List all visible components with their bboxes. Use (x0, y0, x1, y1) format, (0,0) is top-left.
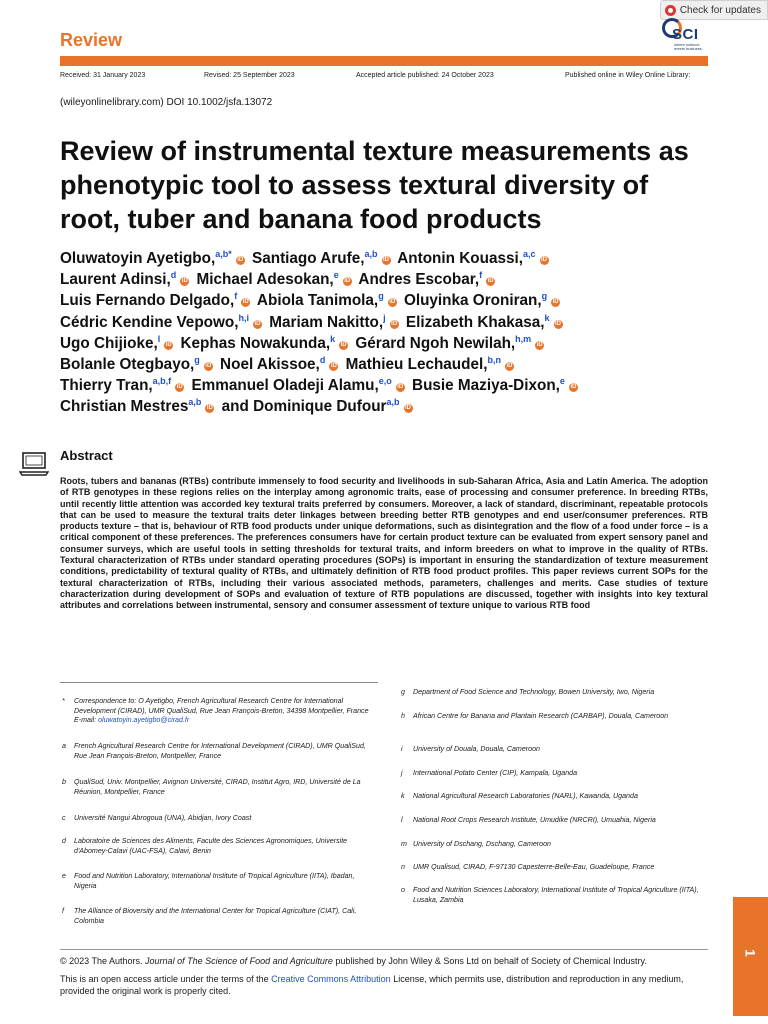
affiliation-text: International Potato Center (CIP), Kampala, Uganda (413, 769, 578, 777)
orcid-icon[interactable]: iD (206, 405, 213, 412)
affiliation-note (401, 840, 711, 850)
author-name: Bolanle Otegbayo, (60, 356, 195, 374)
accepted-date: Accepted article published: 24 October 2023 (356, 72, 494, 79)
footnote-marker: a (62, 742, 66, 750)
footnote-marker: g (401, 688, 405, 696)
affiliation-marker: a,b (364, 248, 378, 259)
author-name: Elizabeth Khakasa, (405, 313, 545, 331)
orcid-icon[interactable]: iD (176, 384, 183, 391)
affiliation-marker: k (544, 312, 550, 323)
orcid-icon[interactable]: iD (487, 278, 494, 285)
affiliation-marker: a,b (188, 397, 202, 408)
orcid-icon[interactable]: iD (383, 257, 390, 263)
affiliation-text: African Centre for Banana and Plantain Research (CARBAP), Douala, Cameroon (413, 712, 669, 720)
author-name: Ugo Chijioke, (60, 334, 158, 352)
author[interactable] (191, 377, 407, 394)
footnote-marker: c (62, 814, 66, 822)
page-number: 1 (742, 949, 759, 957)
author[interactable] (60, 292, 253, 309)
affiliation-marker: e (333, 270, 339, 281)
doi-line[interactable]: (wileyonlinelibrary.com) DOI 10.1002/jsfa.13072 (60, 97, 273, 108)
author-name: Laurent Adinsi, (60, 271, 171, 289)
author-name: Cédric Kendine Vepowo, (60, 313, 239, 331)
author-name: Gérard Ngoh Newilah, (355, 334, 516, 352)
affiliation-marker: g (194, 354, 200, 365)
author-name: Santiago Arufe, (252, 250, 365, 267)
orcid-icon[interactable]: iD (405, 405, 412, 412)
author[interactable] (397, 250, 551, 267)
sci-logo-tagline: where science meets business (674, 42, 702, 51)
author[interactable] (60, 314, 265, 331)
author-name: Andres Escobar, (358, 271, 480, 289)
abstract-heading: Abstract (60, 448, 113, 463)
page-number-tab (733, 897, 768, 1016)
orcid-icon[interactable]: iD (391, 320, 398, 327)
affiliation-text: UMR Qualisud, CIRAD, F-97130 Capesterre-Belle-Eau, Guadeloupe, France (413, 863, 655, 871)
author-name: Thierry Tran, (60, 377, 153, 395)
affiliation-text: Laboratoire de Sciences des Aliments, Faculte des Sciences Agronomiques, Universite d'Abomey-Calavi (UAC-FSA), Calavi, Benin (74, 837, 348, 855)
sci-logo (662, 14, 708, 54)
author-list (60, 248, 710, 418)
license-suffix: License, which permits use, distribution and reproduction in any medium, provided the original work is properly cited. (60, 974, 684, 996)
affiliation-note (401, 712, 711, 722)
orcid-icon[interactable]: iD (165, 341, 172, 348)
author[interactable] (252, 250, 394, 267)
footnote-divider (60, 682, 378, 683)
footnote-marker: * (62, 697, 65, 705)
affiliation-text: University of Douala, Douala, Cameroon (413, 745, 540, 753)
affiliation-note (62, 837, 374, 856)
footnote-marker: h (401, 712, 405, 720)
affiliation-note (401, 863, 711, 873)
orcid-icon[interactable]: iD (340, 341, 347, 348)
author[interactable] (269, 314, 401, 331)
orcid-icon[interactable]: iD (344, 278, 351, 285)
footnote-marker: i (401, 745, 403, 753)
affiliation-marker: a,b,f (152, 376, 172, 387)
orcid-icon[interactable]: iD (506, 363, 513, 370)
author[interactable] (404, 292, 563, 309)
orcid-icon[interactable]: iD (552, 299, 559, 306)
author[interactable] (197, 271, 355, 288)
affiliation-note (62, 778, 374, 797)
revised-date: Revised: 25 September 2023 (204, 72, 295, 79)
orcid-icon[interactable]: iD (570, 384, 577, 391)
author-name: Michael Adesokan, (196, 271, 334, 289)
correspondence-email-link[interactable]: oluwatoyin.ayetigbo@cirad.fr (98, 716, 190, 725)
author-name: Emmanuel Oladeji Alamu, (191, 377, 379, 395)
orcid-icon[interactable]: iD (181, 278, 188, 285)
copyright-suffix: published by John Wiley & Sons Ltd on behalf of Society of Chemical Industry. (335, 956, 647, 966)
affiliation-marker: e,o (378, 376, 392, 387)
affiliation-marker: d (319, 354, 326, 365)
journal-name: Journal of The Science of Food and Agriculture (145, 956, 333, 966)
affiliation-note (401, 688, 711, 698)
affiliation-note (401, 792, 711, 802)
author-name: Oluwatoyin Ayetigbo, (60, 250, 216, 267)
footnote-marker: b (62, 778, 66, 786)
orcid-icon[interactable]: iD (555, 320, 562, 327)
affiliation-marker: h,i (238, 312, 249, 323)
author[interactable] (60, 356, 216, 373)
affiliation-text: Food and Nutrition Laboratory, International Institute of Tropical Agriculture (IITA), Ibadan, Nigeria (74, 872, 355, 890)
affiliation-note (401, 816, 711, 826)
author[interactable] (222, 398, 416, 415)
affiliation-note (401, 769, 711, 779)
author[interactable] (60, 335, 176, 352)
orcid-icon[interactable]: iD (237, 257, 244, 263)
footnote-marker: o (401, 886, 405, 894)
author-name: Luis Fernando Delgado, (60, 292, 235, 310)
copyright-line (60, 955, 710, 967)
affiliation-text: National Agricultural Research Laboratories (NARL), Kawanda, Uganda (413, 792, 638, 800)
author[interactable] (257, 292, 400, 309)
author-name: Mariam Nakitto, (269, 313, 384, 331)
published-date: Published online in Wiley Online Library: (565, 72, 691, 79)
author-name: Abiola Tanimola, (256, 292, 379, 310)
author[interactable] (358, 271, 498, 288)
footnote-marker: m (401, 840, 407, 848)
license-line (60, 973, 710, 997)
check-for-updates-label: Check for updates (679, 4, 761, 16)
affiliation-marker: a,c (522, 248, 536, 259)
author-name: Oluyinka Oroniran, (403, 292, 542, 310)
received-date: Received: 31 January 2023 (60, 72, 146, 79)
laptop-icon (19, 450, 49, 478)
author-name: Antonin Kouassi, (397, 250, 523, 267)
affiliation-text: National Root Crops Research Institute, Umudike (NRCRI), Umuahia, Nigeria (413, 816, 656, 824)
affiliation-note (401, 886, 711, 905)
affiliation-marker: f (234, 291, 238, 302)
author[interactable] (60, 250, 248, 267)
footnote-marker: k (401, 792, 405, 800)
correspondence-text: Correspondence to: O Ayetigbo, French Agricultural Research Centre for International Development (CIRAD), UMR QualiSud, Rue Jean François-Breton, 34398 Montpellier, France E-mail: (74, 697, 369, 725)
orcid-icon[interactable]: iD (254, 320, 261, 327)
author[interactable] (220, 356, 341, 373)
author[interactable] (355, 335, 547, 352)
affiliation-note (401, 745, 711, 755)
affiliation-marker: a,b (386, 397, 400, 408)
abstract-text: Roots, tubers and bananas (RTBs) contribute immensely to food security and livelihoods in sub-Saharan Africa, Asia and Latin America. The adoption of RTB genotypes in these regions relies on the interplay among agronomic traits, ease of processing and consumer preference. In breeding RTBs, until recently little attention was accorded key textural traits preferred by consumers. Moreover, a lack of standard, discriminant, repeatable protocols that can be used to measure the textural traits deter linkages between breeding better RTB genotypes and end user/consumer preferences. RTB products texture – that is, behaviour of RTB food products under unique deformations, such as disintegration and the flow of a food under force – is a critical component of these preferences. The preferences consumers have for certain product texture can be evaluated from expert sensory panel and consumer surveys, which are useful tools in setting thresholds for textural traits, and inform breeders on what to improve in the quality of RTBs. Textural characterization of RTBs under standard operating procedures (SOPs) is important in ensuring the standardization of texture measurement conditions, predictability of textural quality of RTBs, and ultimately definition of RTB food product profiles. This paper reviews current SOPs for the textural characterization of RTBs, including their various associated methods, parameters, challenges and merits. Case studies of texture characterization during development of SOPs and evaluation of texture of RTB populations are discussed, together with insights into key textural attributes and correlations between instrumental, sensory and consumer assessment of texture unique to various RTB food (60, 476, 708, 611)
author[interactable] (412, 377, 581, 394)
orcid-icon[interactable]: iD (205, 363, 212, 370)
affiliation-marker: b,n (487, 354, 502, 365)
author-name: and Dominique Dufour (221, 398, 387, 416)
affiliation-text: Department of Food Science and Technology, Bowen University, Iwo, Nigeria (413, 688, 655, 696)
section-label: Review (60, 30, 123, 50)
affiliation-note (62, 907, 374, 926)
affiliation-marker: h,m (515, 333, 532, 344)
affiliation-text: The Alliance of Bioversity and the International Center for Tropical Agriculture (CIAT), Cali, Colombia (74, 907, 357, 925)
orcid-icon[interactable]: iD (541, 257, 547, 263)
affiliation-marker: a,b* (215, 248, 232, 259)
orcid-icon[interactable]: iD (536, 341, 543, 348)
footnote-marker: f (62, 907, 64, 915)
creative-commons-link[interactable]: Creative Commons Attribution (271, 974, 391, 984)
affiliation-text: Food and Nutrition Sciences Laboratory, International Institute of Tropical Agriculture (IITA), Lusaka, Zambia (413, 886, 699, 904)
author[interactable] (181, 335, 352, 352)
affiliation-note (62, 872, 374, 891)
affiliation-marker: f (479, 270, 483, 281)
author[interactable] (406, 314, 566, 331)
article-title: Review of instrumental texture measurements as phenotypic tool to assess textural diversity of root, tuber and banana food products (60, 136, 689, 234)
affiliation-marker: l (157, 333, 161, 344)
affiliation-marker: k (330, 333, 336, 344)
affiliation-marker: j (383, 312, 386, 323)
author[interactable] (60, 377, 187, 394)
header-rule (60, 56, 708, 66)
orcid-icon[interactable]: iD (397, 384, 404, 391)
footer-rule (60, 949, 708, 950)
footnote-marker: n (401, 863, 405, 871)
author[interactable] (60, 398, 217, 415)
footnote-marker: j (401, 769, 403, 777)
orcid-icon[interactable]: iD (330, 363, 337, 370)
affiliation-marker: e (559, 376, 565, 387)
affiliation-text: University of Dschang, Dschang, Cameroon (413, 840, 551, 848)
author-name: Christian Mestres (60, 398, 189, 416)
affiliation-marker: g (541, 291, 548, 302)
license-prefix: This is an open access article under the terms of the (60, 974, 269, 984)
affiliation-note (62, 742, 374, 761)
author[interactable] (346, 356, 517, 373)
author-name: Kephas Nowakunda, (180, 334, 331, 352)
footnote-marker: l (401, 816, 403, 824)
orcid-icon[interactable]: iD (242, 299, 249, 306)
sci-logo-text: SCI (672, 26, 699, 43)
author[interactable] (60, 271, 192, 288)
affiliation-note (62, 814, 374, 824)
affiliation-text: French Agricultural Research Centre for International Development (CIRAD), UMR QualiSud, Rue Jean François-Breton, Montpellier, France (74, 742, 366, 760)
correspondence-note (62, 697, 374, 726)
author-name: Mathieu Lechaudel, (345, 356, 488, 374)
affiliation-text: QualiSud, Univ. Montpellier, Avignon Université, CIRAD, Institut Agro, IRD, Université de La Réunion, Montpellier, France (74, 778, 361, 796)
author-name: Busie Maziya-Dixon, (412, 377, 560, 395)
affiliation-marker: d (170, 270, 177, 281)
footnote-marker: d (62, 837, 66, 845)
copyright-prefix: © 2023 The Authors. (60, 956, 143, 966)
footnote-marker: e (62, 872, 66, 880)
affiliation-text: Université Nangui Abrogoua (UNA), Abidjan, Ivory Coast (74, 814, 252, 822)
affiliation-marker: g (378, 291, 384, 302)
author-name: Noel Akissoe, (220, 356, 320, 374)
orcid-icon[interactable]: iD (389, 299, 396, 306)
